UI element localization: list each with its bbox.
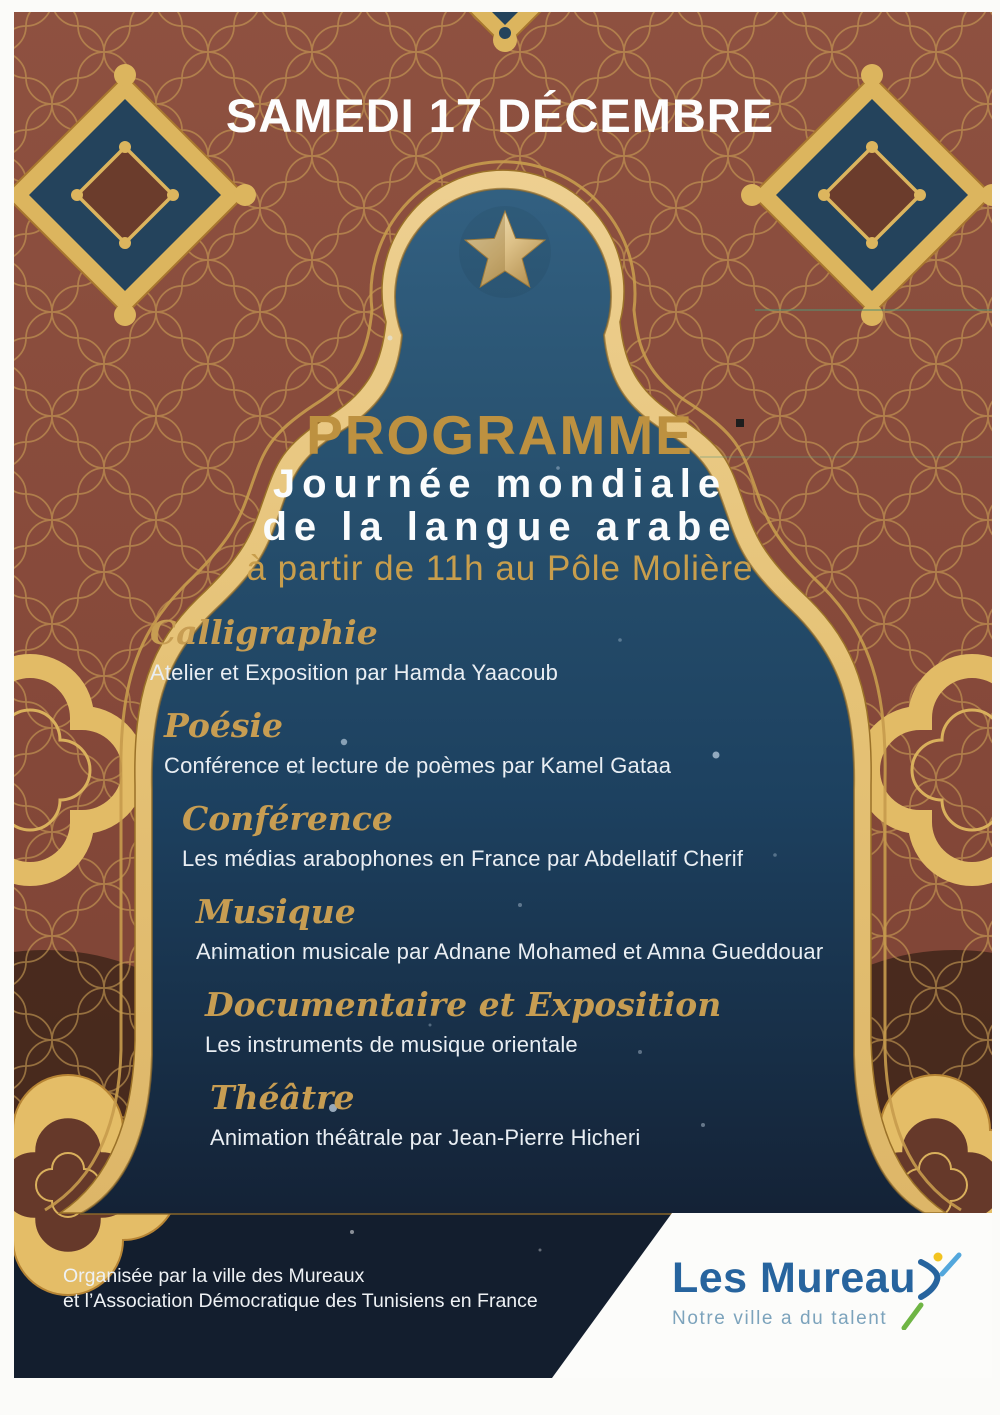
organizer-line2: et l’Association Démocratique des Tunisiens en France (63, 1290, 538, 1312)
logo-x-icon (917, 1250, 965, 1304)
program-category: Théâtre (210, 1078, 355, 1117)
logo-slash-icon (901, 1302, 925, 1330)
program-category: Poésie (164, 706, 284, 745)
program-category: Calligraphie (150, 613, 378, 652)
program-category: Conférence (182, 799, 393, 838)
program-item (164, 708, 671, 779)
organizer-credit (63, 1264, 623, 1314)
subtitle-line1: Journée mondiale (272, 462, 728, 506)
page-title: PROGRAMME (306, 404, 694, 466)
program-description: Les médias arabophones en France par Abdellatif Cherif (182, 846, 744, 871)
date-banner: SAMEDI 17 DÉCEMBRE (225, 89, 775, 142)
star-icon (459, 206, 551, 298)
program-description: Conférence et lecture de poèmes par Kamel Gataa (164, 753, 672, 778)
logo-tagline: Notre ville a du talent (672, 1308, 888, 1329)
program-category: Musique (196, 892, 356, 931)
subtitle-line2: de la langue arabe (262, 505, 738, 549)
program-item (182, 801, 743, 872)
les-mureaux-logo (672, 1256, 965, 1330)
program-description: Atelier et Exposition par Hamda Yaacoub (150, 660, 559, 685)
logo-wordmark: Les Mureau (672, 1254, 916, 1302)
program-item (150, 615, 558, 686)
program-category: Documentaire et Exposition (205, 985, 722, 1024)
organizer-line1: Organisée par la ville des Mureaux (63, 1265, 365, 1287)
event-time-location: à partir de 11h au Pôle Molière (246, 549, 754, 588)
program-item (196, 894, 823, 965)
scan-artifact-line (755, 309, 992, 311)
program-description: Animation musicale par Adnane Mohamed et Amna Gueddouar (196, 939, 824, 964)
program-description: Animation théâtrale par Jean-Pierre Hicheri (210, 1125, 641, 1150)
program-description: Les instruments de musique orientale (205, 1032, 578, 1057)
program-item (205, 987, 721, 1058)
program-item (210, 1080, 640, 1151)
